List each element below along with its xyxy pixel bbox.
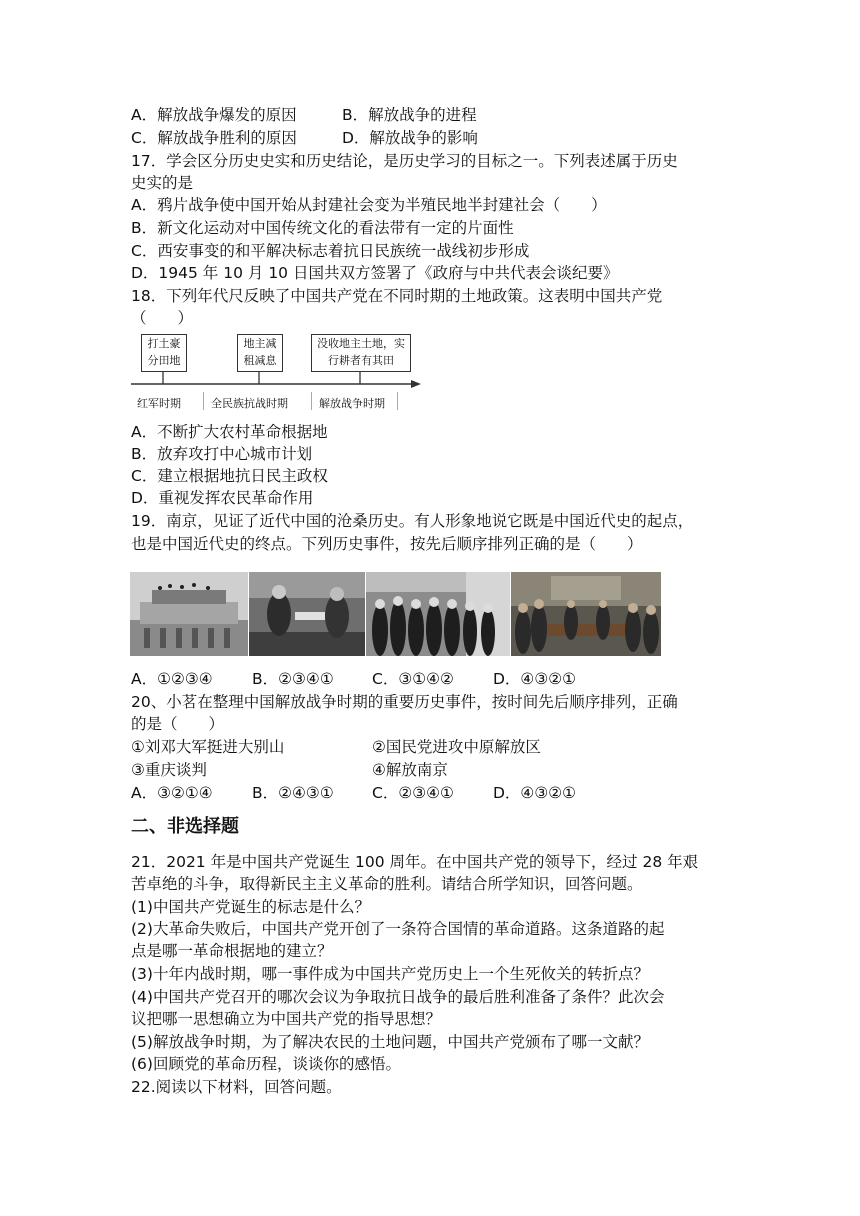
timeline-divider-3: [397, 392, 398, 410]
q21-part-5: (5)解放战争时期，为了解决农民的土地问题，中国共产党颁布了哪一文献？: [131, 1033, 649, 1051]
q18-option-b[interactable]: B．放弃攻打中心城市计划: [131, 445, 313, 463]
q19-option-b[interactable]: B．②③④①: [252, 670, 334, 688]
q17-option-b[interactable]: B．新文化运动对中国传统文化的看法带有一定的片面性: [131, 219, 514, 237]
q21-part-1: (1)中国共产党诞生的标志是什么？: [131, 898, 370, 916]
land-policy-timeline: [131, 334, 431, 414]
q22-stem: 22.阅读以下材料，回答问题。: [131, 1078, 342, 1096]
q17-option-d[interactable]: D．1945 年 10 月 10 日国共双方签署了《政府与中共代表会谈纪要》: [131, 264, 619, 282]
photo-1: [130, 572, 248, 656]
q16-option-c[interactable]: C．解放战争胜利的原因: [131, 129, 297, 147]
q20-option-a[interactable]: A．③②①④: [131, 784, 213, 802]
q21-part-4-line1: (4)中国共产党召开的哪次会议为争取抗日战争的最后胜利准备了条件？此次会: [131, 988, 665, 1006]
timeline-box-3-line2: 行耕者有其田: [328, 354, 394, 367]
q20-option-d[interactable]: D．④③②①: [493, 784, 577, 802]
q20-option-c[interactable]: C．②③④①: [372, 784, 454, 802]
q16-option-b[interactable]: B．解放战争的进程: [342, 106, 477, 124]
timeline-box-2-line2: 租减息: [243, 354, 277, 367]
photo-2: [249, 572, 365, 656]
q20-event-4: ④解放南京: [372, 761, 448, 779]
q20-event-2: ②国民党进攻中原解放区: [372, 738, 541, 756]
q21-part-2-line2: 点是哪一革命根据地的建立？: [131, 942, 333, 960]
timeline-period-2: 全民族抗战时期: [211, 397, 288, 410]
q19-option-a[interactable]: A．①②③④: [131, 670, 213, 688]
q20-option-b[interactable]: B．②④③①: [252, 784, 334, 802]
timeline-period-3: 解放战争时期: [319, 397, 385, 410]
q17-option-a[interactable]: A．鸦片战争使中国开始从封建社会变为半殖民地半封建社会（ ）: [131, 196, 607, 214]
q18-stem-line2: （ ）: [131, 309, 194, 327]
q21-stem-line1: 21．2021 年是中国共产党诞生 100 周年。在中国共产党的领导下，经过 28 年艰: [131, 853, 699, 871]
q21-part-3: (3)十年内战时期，哪一事件成为中国共产党历史上一个生死攸关的转折点？: [131, 965, 649, 983]
q18-option-d[interactable]: D．重视发挥农民革命作用: [131, 489, 314, 507]
q19-stem-line2: 也是中国近代史的终点。下列历史事件，按先后顺序排列正确的是（ ）: [131, 535, 643, 553]
q18-option-c[interactable]: C．建立根据地抗日民主政权: [131, 467, 328, 485]
q18-option-a[interactable]: A．不断扩大农村革命根据地: [131, 423, 328, 441]
q17-stem-line1: 17．学会区分历史史实和历史结论，是历史学习的目标之一。下列表述属于历史: [131, 152, 678, 170]
timeline-divider-2: [311, 392, 312, 410]
timeline-divider-1: [203, 392, 204, 410]
q17-option-c[interactable]: C．西安事变的和平解决标志着抗日民族统一战线初步形成: [131, 242, 530, 260]
q21-part-6: (6)回顾党的革命历程，谈谈你的感悟。: [131, 1055, 401, 1073]
timeline-period-1: 红军时期: [137, 397, 181, 410]
q20-event-1: ①刘邓大军挺进大别山: [131, 738, 285, 756]
q17-stem-line2: 史实的是: [131, 174, 194, 192]
q20-event-3: ③重庆谈判: [131, 761, 207, 779]
timeline-box-1-line2: 分田地: [147, 354, 181, 367]
timeline-box-2-line1: 地主减: [243, 337, 277, 350]
q21-part-4-line2: 议把哪一思想确立为中国共产党的指导思想？: [131, 1010, 442, 1028]
photo-3: [366, 572, 510, 656]
timeline-box-3-line1: 没收地主土地，实: [317, 337, 405, 350]
q18-stem-line1: 18．下列年代尺反映了中国共产党在不同时期的土地政策。这表明中国共产党: [131, 287, 663, 305]
q16-option-a[interactable]: A．解放战争爆发的原因: [131, 106, 297, 124]
section-2-heading: 二、非选择题: [131, 816, 239, 837]
photo-4: [511, 572, 661, 656]
q21-stem-line2: 苦卓绝的斗争，取得新民主主义革命的胜利。请结合所学知识，回答问题。: [131, 875, 643, 893]
q16-option-d[interactable]: D．解放战争的影响: [342, 129, 478, 147]
q19-option-c[interactable]: C．③①④②: [372, 670, 454, 688]
q20-stem-line2: 的是（ ）: [131, 715, 225, 733]
timeline-box-1-line1: 打土豪: [147, 337, 181, 350]
q20-stem-line1: 20、小茗在整理中国解放战争时期的重要历史事件，按时间先后顺序排列，正确: [131, 693, 678, 711]
q21-part-2-line1: (2)大革命失败后，中国共产党开创了一条符合国情的革命道路。这条道路的起: [131, 920, 665, 938]
q19-option-d[interactable]: D．④③②①: [493, 670, 577, 688]
q19-stem-line1: 19．南京，见证了近代中国的沧桑历史。有人形象地说它既是中国近代史的起点，: [131, 512, 694, 530]
